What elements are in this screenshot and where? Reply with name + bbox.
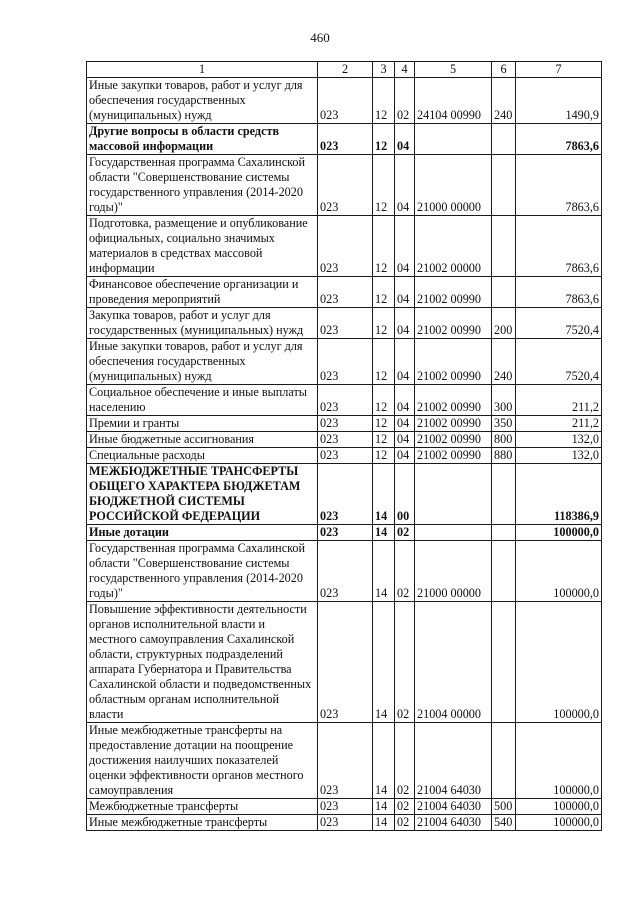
target-article-cell (415, 525, 492, 541)
column-header: 6 (492, 62, 516, 78)
amount-cell: 100000,0 (516, 602, 602, 723)
section-cell: 14 (373, 541, 395, 602)
target-article-cell: 21002 00990 (415, 339, 492, 385)
table-row (87, 155, 602, 216)
row-name-cell: Иные закупки товаров, работ и услуг для обеспечения государственных (муниципальных) нужд (87, 78, 318, 124)
table-row (87, 815, 602, 831)
subsection-cell: 04 (395, 155, 415, 216)
subsection-cell: 04 (395, 216, 415, 277)
row-name-cell: Премии и гранты (87, 416, 318, 432)
table-row (87, 525, 602, 541)
expense-type-cell (492, 464, 516, 525)
expense-type-cell: 350 (492, 416, 516, 432)
amount-cell: 7520,4 (516, 339, 602, 385)
section-cell: 12 (373, 385, 395, 416)
expense-type-cell: 200 (492, 308, 516, 339)
target-article-cell: 21000 00000 (415, 541, 492, 602)
expense-type-cell: 800 (492, 432, 516, 448)
table-row (87, 723, 602, 799)
section-cell: 12 (373, 308, 395, 339)
section-cell: 12 (373, 78, 395, 124)
section-cell: 12 (373, 124, 395, 155)
main-admin-code-cell: 023 (318, 723, 373, 799)
main-admin-code-cell: 023 (318, 385, 373, 416)
table-row (87, 541, 602, 602)
main-admin-code-cell: 023 (318, 815, 373, 831)
subsection-cell: 02 (395, 799, 415, 815)
expense-type-cell (492, 216, 516, 277)
subsection-cell: 02 (395, 815, 415, 831)
expense-type-cell (492, 525, 516, 541)
expense-type-cell (492, 723, 516, 799)
column-header: 2 (318, 62, 373, 78)
amount-cell: 1490,9 (516, 78, 602, 124)
subsection-cell: 04 (395, 124, 415, 155)
subsection-cell: 02 (395, 541, 415, 602)
expense-type-cell: 880 (492, 448, 516, 464)
subsection-cell: 00 (395, 464, 415, 525)
section-cell: 12 (373, 277, 395, 308)
section-cell: 12 (373, 416, 395, 432)
row-name-cell: Межбюджетные трансферты (87, 799, 318, 815)
main-admin-code-cell: 023 (318, 541, 373, 602)
row-name-cell: Иные бюджетные ассигнования (87, 432, 318, 448)
amount-cell: 211,2 (516, 416, 602, 432)
target-article-cell: 21004 64030 (415, 723, 492, 799)
amount-cell: 7520,4 (516, 308, 602, 339)
amount-cell: 132,0 (516, 448, 602, 464)
main-admin-code-cell: 023 (318, 464, 373, 525)
target-article-cell: 21002 00990 (415, 308, 492, 339)
subsection-cell: 02 (395, 78, 415, 124)
subsection-cell: 04 (395, 416, 415, 432)
row-name-cell: МЕЖБЮДЖЕТНЫЕ ТРАНСФЕРТЫ ОБЩЕГО ХАРАКТЕРА БЮДЖЕТАМ БЮДЖЕТНОЙ СИСТЕМЫ РОССИЙСКОЙ ФЕДЕРАЦИИ (87, 464, 318, 525)
amount-cell: 118386,9 (516, 464, 602, 525)
expense-type-cell: 540 (492, 815, 516, 831)
subsection-cell: 04 (395, 277, 415, 308)
expense-type-cell (492, 277, 516, 308)
main-admin-code-cell: 023 (318, 155, 373, 216)
expense-type-cell: 300 (492, 385, 516, 416)
table-row (87, 216, 602, 277)
amount-cell: 100000,0 (516, 799, 602, 815)
main-admin-code-cell: 023 (318, 525, 373, 541)
row-name-cell: Повышение эффективности деятельности органов исполнительной власти и местного самоуправления Сахалинской области, структурных подразделений аппарата Губернатора и Правительства Сахалинской области и подведомственных областным органам исполнительной власти (87, 602, 318, 723)
main-admin-code-cell: 023 (318, 277, 373, 308)
column-header: 5 (415, 62, 492, 78)
subsection-cell: 02 (395, 723, 415, 799)
table-row (87, 308, 602, 339)
section-cell: 14 (373, 723, 395, 799)
amount-cell: 100000,0 (516, 541, 602, 602)
section-cell: 12 (373, 432, 395, 448)
table-row (87, 277, 602, 308)
row-name-cell: Государственная программа Сахалинской области "Совершенствование системы государственного управления (2014-2020 годы)" (87, 541, 318, 602)
section-cell: 14 (373, 464, 395, 525)
main-admin-code-cell: 023 (318, 308, 373, 339)
target-article-cell: 21004 64030 (415, 815, 492, 831)
table-row (87, 416, 602, 432)
budget-table (86, 61, 602, 831)
expense-type-cell (492, 155, 516, 216)
table-header-row (87, 62, 602, 78)
column-header: 1 (87, 62, 318, 78)
table-row (87, 78, 602, 124)
amount-cell: 7863,6 (516, 124, 602, 155)
row-name-cell: Иные дотации (87, 525, 318, 541)
section-cell: 12 (373, 339, 395, 385)
subsection-cell: 04 (395, 385, 415, 416)
table-row (87, 339, 602, 385)
target-article-cell: 21004 64030 (415, 799, 492, 815)
table-row (87, 464, 602, 525)
row-name-cell: Иные закупки товаров, работ и услуг для обеспечения государственных (муниципальных) нужд (87, 339, 318, 385)
expense-type-cell (492, 602, 516, 723)
expense-type-cell: 500 (492, 799, 516, 815)
section-cell: 14 (373, 525, 395, 541)
main-admin-code-cell: 023 (318, 416, 373, 432)
main-admin-code-cell: 023 (318, 124, 373, 155)
page-number: 460 (310, 30, 330, 45)
amount-cell: 7863,6 (516, 155, 602, 216)
subsection-cell: 04 (395, 432, 415, 448)
subsection-cell: 04 (395, 339, 415, 385)
main-admin-code-cell: 023 (318, 432, 373, 448)
subsection-cell: 04 (395, 448, 415, 464)
main-admin-code-cell: 023 (318, 339, 373, 385)
target-article-cell: 21002 00990 (415, 432, 492, 448)
expense-type-cell (492, 124, 516, 155)
table-row (87, 448, 602, 464)
target-article-cell (415, 464, 492, 525)
section-cell: 14 (373, 602, 395, 723)
target-article-cell: 21000 00000 (415, 155, 492, 216)
target-article-cell: 21002 00990 (415, 277, 492, 308)
column-header: 7 (516, 62, 602, 78)
column-header: 3 (373, 62, 395, 78)
row-name-cell: Иные межбюджетные трансферты (87, 815, 318, 831)
target-article-cell: 21004 00000 (415, 602, 492, 723)
target-article-cell: 21002 00000 (415, 216, 492, 277)
column-header: 4 (395, 62, 415, 78)
amount-cell: 132,0 (516, 432, 602, 448)
row-name-cell: Подготовка, размещение и опубликование официальных, социально значимых материалов в средствах массовой информации (87, 216, 318, 277)
section-cell: 12 (373, 155, 395, 216)
target-article-cell: 21002 00990 (415, 416, 492, 432)
row-name-cell: Социальное обеспечение и иные выплаты населению (87, 385, 318, 416)
table-row (87, 799, 602, 815)
amount-cell: 100000,0 (516, 815, 602, 831)
amount-cell: 100000,0 (516, 723, 602, 799)
amount-cell: 100000,0 (516, 525, 602, 541)
row-name-cell: Специальные расходы (87, 448, 318, 464)
main-admin-code-cell: 023 (318, 216, 373, 277)
table-row (87, 385, 602, 416)
subsection-cell: 02 (395, 525, 415, 541)
table-body (87, 78, 602, 831)
expense-type-cell: 240 (492, 339, 516, 385)
amount-cell: 7863,6 (516, 277, 602, 308)
main-admin-code-cell: 023 (318, 78, 373, 124)
target-article-cell (415, 124, 492, 155)
target-article-cell: 21002 00990 (415, 448, 492, 464)
subsection-cell: 04 (395, 308, 415, 339)
row-name-cell: Закупка товаров, работ и услуг для государственных (муниципальных) нужд (87, 308, 318, 339)
row-name-cell: Иные межбюджетные трансферты на предоставление дотации на поощрение достижения наилучших показателей оценки эффективности органов местного самоуправления (87, 723, 318, 799)
row-name-cell: Финансовое обеспечение организации и проведения мероприятий (87, 277, 318, 308)
subsection-cell: 02 (395, 602, 415, 723)
row-name-cell: Государственная программа Сахалинской области "Совершенствование системы государственного управления (2014-2020 годы)" (87, 155, 318, 216)
target-article-cell: 24104 00990 (415, 78, 492, 124)
amount-cell: 7863,6 (516, 216, 602, 277)
main-admin-code-cell: 023 (318, 602, 373, 723)
table-row (87, 432, 602, 448)
row-name-cell: Другие вопросы в области средств массовой информации (87, 124, 318, 155)
section-cell: 12 (373, 448, 395, 464)
table-row (87, 124, 602, 155)
section-cell: 14 (373, 815, 395, 831)
amount-cell: 211,2 (516, 385, 602, 416)
main-admin-code-cell: 023 (318, 448, 373, 464)
expense-type-cell: 240 (492, 78, 516, 124)
main-admin-code-cell: 023 (318, 799, 373, 815)
expense-type-cell (492, 541, 516, 602)
table-row (87, 602, 602, 723)
section-cell: 12 (373, 216, 395, 277)
target-article-cell: 21002 00990 (415, 385, 492, 416)
section-cell: 14 (373, 799, 395, 815)
